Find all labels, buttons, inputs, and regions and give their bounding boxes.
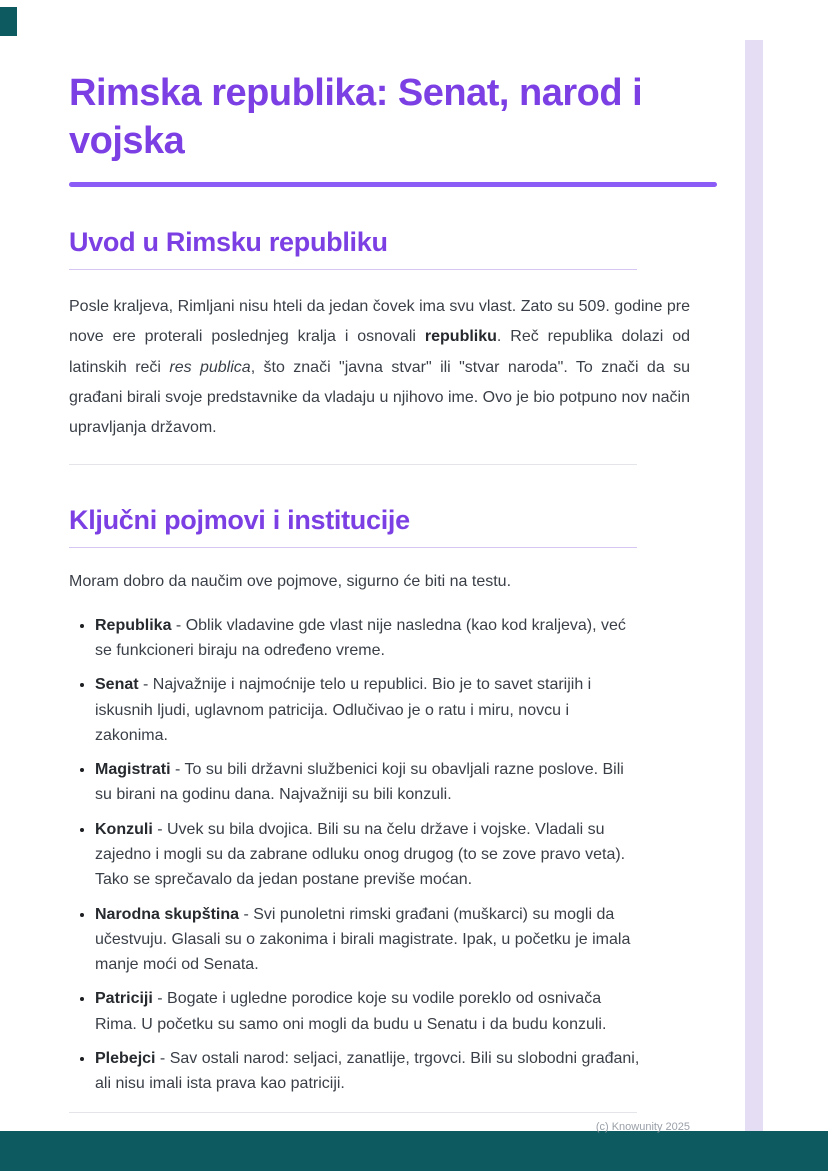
term-label: Patriciji <box>95 990 153 1008</box>
intro-text-latin-phrase: res publica <box>169 358 251 376</box>
term-list <box>69 613 690 1097</box>
term-label: Republika <box>95 616 172 634</box>
term-label: Narodna skupština <box>95 905 240 923</box>
section-pojmovi <box>69 505 690 1097</box>
bottom-edge-bar <box>0 1131 828 1171</box>
term-text: - Svi punoletni rimski građani (muškarci) su mogli da učestvuju. Glasali su o zakonima i birali magistrate. Ipak, u početku je imala manje moći od Senata. <box>95 905 631 974</box>
term-text: - Najvažnije i najmoćnije telo u republici. Bio je to savet starijih i iskusnih ljudi, uglavnom patricija. Odlučivao je o ratu i miru, novcu i zakonima. <box>95 676 592 744</box>
section-heading-uvod: Uvod u Rimsku republiku <box>69 227 637 270</box>
term-text: - Uvek su bila dvojica. Bili su na čelu države i vojske. Vladali su zajedno i mogli su da zabrane odluku onog drugog (to se zove pravo veta). Tako se sprečavalo da jedan postane previše moćan. <box>95 820 626 889</box>
intro-text-bold-term: republiku <box>424 328 497 346</box>
term-text: - Oblik vladavine gde vlast nije nasledna (kao kod kraljeva), već se funkcioneri biraju na određeno vreme. <box>95 616 626 660</box>
footer-divider <box>69 1112 637 1113</box>
list-item-plebejci <box>95 1046 642 1097</box>
list-item-senat <box>95 672 642 748</box>
list-item-narodna-skupstina <box>95 902 642 978</box>
list-item-magistrati <box>95 757 642 808</box>
intro-text-part-1: Posle kraljeva, Rimljani nisu hteli da jedan čovek ima svu vlast. Zato su 509. godine pre nove ere proterali poslednjeg kralja i osnovali <box>69 297 690 346</box>
copyright-credit: (c) Knowunity 2025 <box>595 1121 690 1134</box>
term-text: - Sav ostali narod: seljaci, zanatlije, trgovci. Bili su slobodni građani, ali nisu imali ista prava kao patriciji. <box>95 1049 640 1093</box>
term-label: Senat <box>95 676 139 694</box>
intro-text-part-3: , što znači "javna stvar" ili "stvar naroda". To znači da su građani birali svoje predstavnike da vladaju u njihovo ime. Ovo je bio potpuno nov način upravljanja državom. <box>69 358 691 437</box>
term-label: Konzuli <box>95 820 153 838</box>
title-rule <box>69 182 717 187</box>
section-heading-pojmovi: Ključni pojmovi i institucije <box>69 505 637 548</box>
list-item-patriciji <box>95 986 642 1037</box>
list-item-republika <box>95 613 642 664</box>
term-text: - To su bili državni službenici koji su obavljali razne poslove. Bili su birani na godinu dana. Najvažniji su bili konzuli. <box>95 761 624 804</box>
section-uvod <box>69 227 690 444</box>
note-paragraph: Moram dobro da naučim ove pojmove, sigurno će biti na testu. <box>69 572 512 590</box>
term-label: Plebejci <box>95 1049 156 1067</box>
intro-paragraph <box>69 292 690 444</box>
term-label: Magistrati <box>95 761 171 779</box>
page-title: Rimska republika: Senat, narod i vojska <box>69 72 643 162</box>
list-item-konzuli <box>95 817 642 893</box>
term-text: - Bogate i ugledne porodice koje su vodile poreklo od osnivača Rima. U početku su samo oni mogli da budu u Senatu i da budu konzuli. <box>95 990 607 1033</box>
intro-text-part-2: . Reč republika dolazi od latinskih reči <box>69 328 690 376</box>
section-divider <box>69 464 637 465</box>
